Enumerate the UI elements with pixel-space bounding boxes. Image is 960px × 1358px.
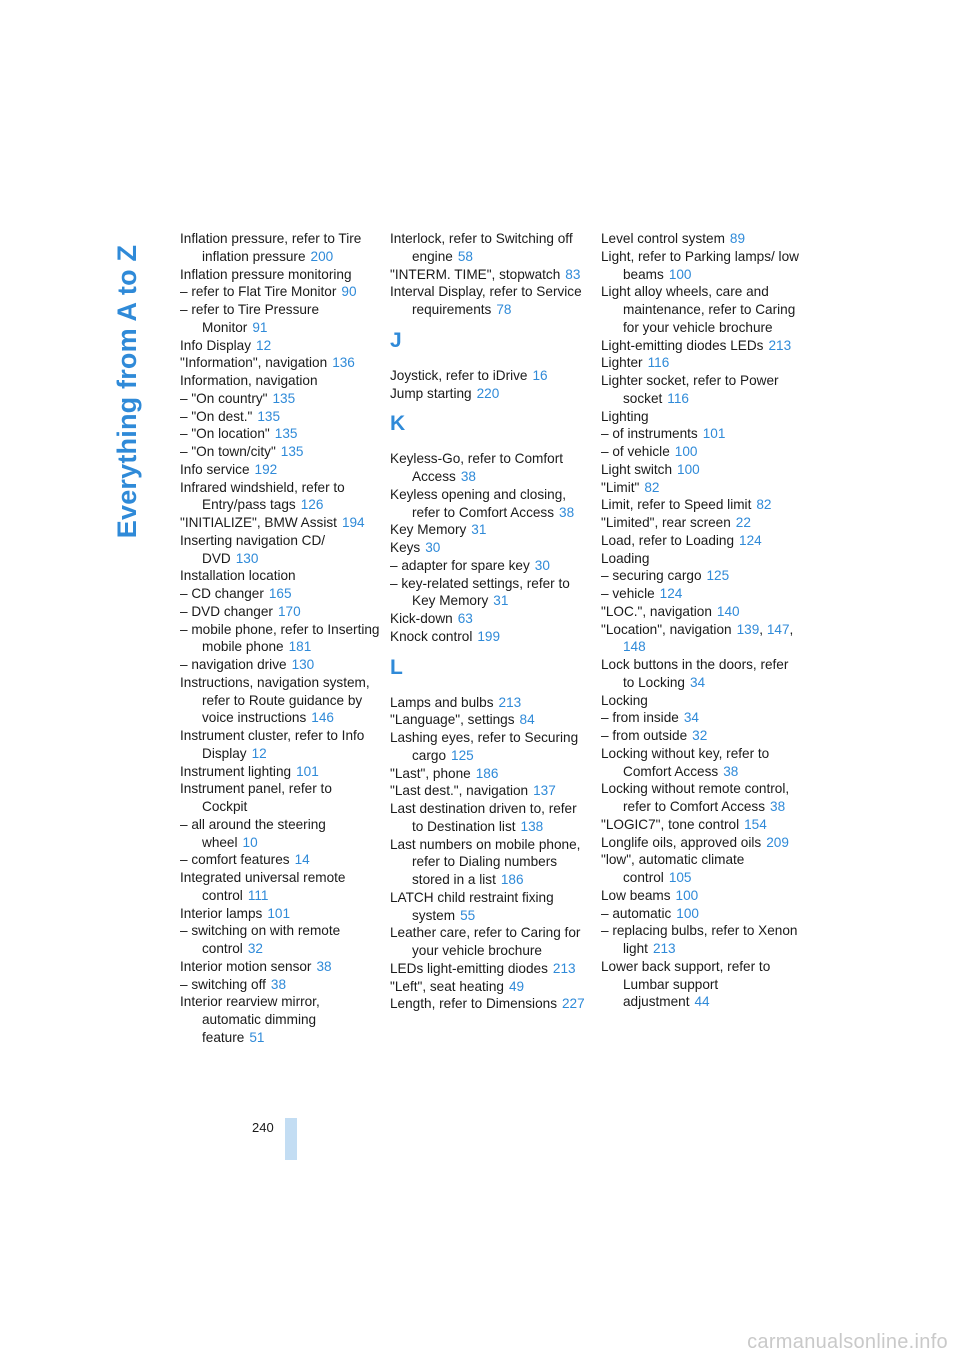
page-ref-link[interactable]: 31 <box>493 593 509 609</box>
index-entry <box>390 711 590 729</box>
index-entry-text: – from outside <box>601 728 688 743</box>
page-ref-link[interactable]: 84 <box>519 712 535 728</box>
page-ref-link[interactable]: 90 <box>341 284 357 300</box>
index-entry <box>601 905 801 923</box>
index-entry-text: "Language", settings <box>390 712 515 728</box>
index-entry-text: "Information", navigation <box>180 355 328 371</box>
index-column-1 <box>180 230 380 1047</box>
index-entry-text: Lighter socket, refer to Power socket <box>601 373 779 406</box>
page-ref-link[interactable]: 38 <box>270 976 287 992</box>
index-letter-heading: J <box>390 328 402 352</box>
index-entry <box>390 782 590 800</box>
index-entry <box>390 800 590 836</box>
index-entry-text: Light alloy wheels, care and maintenance, refer to Caring for your vehicle brochure <box>601 284 796 335</box>
index-entry <box>180 408 380 426</box>
page-ref-link[interactable]: 38 <box>316 958 332 974</box>
index-entry <box>601 887 801 905</box>
index-entry-text: "Last dest.", navigation <box>390 783 529 799</box>
index-entry-text: "Limited", rear screen <box>601 515 731 530</box>
index-entry-text: Keyless-Go, refer to Comfort Access <box>390 451 563 484</box>
page-ref-link[interactable]: 101 <box>296 763 319 779</box>
page-ref-link[interactable]: 16 <box>532 367 548 383</box>
page-ref-link[interactable]: 78 <box>496 302 512 317</box>
index-entry-text: Level control system <box>601 231 725 246</box>
page-ref-link[interactable]: 83 <box>565 266 581 282</box>
page-ref-link[interactable]: 130 <box>291 657 315 672</box>
page-ref-link[interactable]: 137 <box>533 783 556 799</box>
index-entry-text: Interior lamps <box>180 905 263 921</box>
index-entry <box>180 266 380 284</box>
index-entry <box>390 694 590 712</box>
index-entry <box>180 230 380 266</box>
index-entry <box>180 283 380 301</box>
page-ref-link[interactable]: 170 <box>277 603 301 619</box>
page-ref-link[interactable]: 51 <box>249 1029 265 1045</box>
index-entry-text: Light-emitting diodes LEDs <box>601 337 764 353</box>
index-entry <box>601 958 801 1011</box>
page-ref-link[interactable]: 135 <box>257 408 281 424</box>
index-entry <box>390 486 590 522</box>
index-entry-text: Kick-down <box>390 611 453 626</box>
index-entry <box>601 709 801 727</box>
index-entry <box>601 603 801 621</box>
index-entry <box>390 266 590 284</box>
page-ref-link[interactable]: 213 <box>498 694 522 710</box>
index-entry-text: "Limit" <box>601 479 640 495</box>
page-ref-separator: , <box>759 621 767 637</box>
page-ref-link[interactable]: 38 <box>770 799 786 814</box>
index-entry-text: – navigation drive <box>180 657 287 672</box>
index-entry-text: – switching on with remote control <box>180 923 341 956</box>
index-entry <box>180 461 380 479</box>
index-entry-text: Lower back support, refer to Lumbar support adjustment <box>601 958 771 1010</box>
index-entry <box>601 532 801 550</box>
index-entry-text: – comfort features <box>180 852 290 868</box>
index-entry-text: Instructions, navigation system, refer to Route guidance by voice instructions <box>180 674 370 726</box>
page-ref-link[interactable]: 147 <box>766 621 790 637</box>
page-ref-link[interactable]: 213 <box>768 337 792 353</box>
page-ref-link[interactable]: 139 <box>736 621 760 637</box>
index-entry <box>601 248 801 284</box>
page-ref-link[interactable]: 91 <box>252 319 268 335</box>
page-ref-link[interactable]: 125 <box>451 747 474 763</box>
index-entry <box>180 514 380 532</box>
index-entry-text: Info Display <box>180 337 252 353</box>
page-ref-link[interactable]: 12 <box>256 337 272 353</box>
index-entry-text: – of vehicle <box>601 444 670 459</box>
page-ref-link[interactable]: 124 <box>739 532 762 548</box>
index-entry-text: "Last", phone <box>390 765 471 781</box>
page-ref-link[interactable]: 34 <box>689 674 706 690</box>
index-entry <box>601 514 801 532</box>
index-entry-text: Last numbers on mobile phone, refer to Dialing numbers stored in a list <box>390 836 581 887</box>
index-column-3 <box>601 230 801 1011</box>
index-entry-text: Joystick, refer to iDrive <box>390 367 528 383</box>
index-entry <box>390 610 590 628</box>
index-entry-text: Keys <box>390 540 421 555</box>
page-ref-link[interactable]: 49 <box>508 978 525 994</box>
index-entry-text: Locking without remote control, refer to Comfort Access <box>601 781 790 814</box>
index-entry-text: "LOGIC7", tone control <box>601 816 740 832</box>
index-entry-text: Inflation pressure monitoring <box>180 266 352 282</box>
index-entry-text: Length, refer to Dimensions <box>390 996 557 1012</box>
page-number: 240 <box>252 1120 274 1135</box>
index-entry-text: Inserting navigation CD/ DVD <box>180 532 326 566</box>
index-entry-text: Keyless opening and closing, refer to Comfort Access <box>390 486 567 520</box>
page-ref-link[interactable]: 58 <box>457 248 473 264</box>
page-ref-link[interactable]: 44 <box>694 994 710 1010</box>
page-ref-link[interactable]: 55 <box>460 907 476 923</box>
index-entry <box>390 960 590 978</box>
page-number-bar <box>285 1118 297 1160</box>
index-entry <box>601 230 801 248</box>
index-entry <box>601 479 801 497</box>
index-entry <box>601 496 801 514</box>
index-entry <box>601 816 801 834</box>
index-entry-text: Key Memory <box>390 522 467 538</box>
index-entry <box>601 851 801 887</box>
index-entry-text: – "On location" <box>180 426 270 442</box>
page-ref-separator: , <box>789 621 794 637</box>
index-entry-text: Knock control <box>390 628 473 644</box>
side-title-text: Everything from A to Z <box>112 244 143 538</box>
index-entry <box>601 550 801 568</box>
page-ref-link[interactable]: 100 <box>675 887 699 903</box>
index-entry-text: Instrument cluster, refer to Info Display <box>180 728 365 761</box>
index-entry-text: Locking <box>601 692 648 708</box>
index-entry-text: – mobile phone, refer to Inserting mobile phone <box>180 621 380 655</box>
index-entry-text: Light, refer to Parking lamps/ low beams <box>601 248 799 282</box>
page-ref-link[interactable]: 126 <box>300 497 324 513</box>
index-entry-text: – switching off <box>180 976 266 992</box>
index-entry-text: Locking without key, refer to Comfort Access <box>601 745 770 779</box>
page-ref-link[interactable]: 138 <box>520 818 544 834</box>
index-letter-heading: K <box>390 412 406 436</box>
page-ref-link[interactable]: 181 <box>288 639 312 655</box>
index-entry-text: "INTERM. TIME", stopwatch <box>390 266 561 282</box>
index-entry-text: Lighter <box>601 355 643 371</box>
index-entry <box>390 385 590 403</box>
page-ref-link[interactable]: 100 <box>677 461 700 477</box>
index-entry <box>180 674 380 727</box>
index-entry <box>180 851 380 869</box>
index-entry-text: Interior motion sensor <box>180 958 312 974</box>
index-entry <box>180 390 380 408</box>
page-ref-link[interactable]: 116 <box>647 355 670 371</box>
index-entry <box>390 765 590 783</box>
page-ref-link[interactable]: 165 <box>268 586 292 601</box>
page-ref-link[interactable]: 105 <box>668 870 692 885</box>
index-entry-text: – refer to Tire Pressure Monitor <box>180 302 320 335</box>
index-entry <box>180 567 380 585</box>
index-entry <box>180 905 380 923</box>
page-ref-link[interactable]: 12 <box>251 745 267 761</box>
index-entry <box>601 354 801 372</box>
index-entry-text: Integrated universal remote control <box>180 870 346 903</box>
page-ref-link[interactable]: 34 <box>683 710 699 726</box>
index-entry <box>390 283 590 319</box>
page-ref-link[interactable]: 135 <box>274 426 298 442</box>
page-ref-link[interactable]: 89 <box>729 231 746 246</box>
index-entry <box>390 539 590 557</box>
page-ref-link[interactable]: 100 <box>676 905 699 921</box>
index-entry <box>390 924 590 960</box>
index-entry <box>390 450 590 486</box>
page-ref-link[interactable]: 100 <box>674 444 698 459</box>
index-entry-text: Leather care, refer to Caring for your vehicle brochure <box>390 925 581 958</box>
index-entry <box>601 443 801 461</box>
index-entry <box>390 995 590 1013</box>
page-ref-link[interactable]: 124 <box>659 586 683 601</box>
index-entry-text: "INITIALIZE", BMW Assist <box>180 515 337 530</box>
index-entry-text: Longlife oils, approved oils <box>601 834 762 850</box>
page-ref-link[interactable]: 38 <box>559 504 575 520</box>
index-entry-text: Infrared windshield, refer to Entry/pass tags <box>180 479 345 513</box>
index-entry <box>180 780 380 816</box>
index-entry <box>180 993 380 1046</box>
index-entry <box>390 978 590 996</box>
index-entry <box>180 301 380 337</box>
index-entry-text: "Left", seat heating <box>390 978 504 994</box>
index-entry <box>601 585 801 603</box>
page-ref-link[interactable]: 63 <box>457 611 473 626</box>
index-entry-text: "Location", navigation <box>601 621 732 637</box>
page-ref-link[interactable]: 82 <box>644 479 660 495</box>
page-ref-link[interactable]: 154 <box>744 816 767 832</box>
index-entry <box>601 745 801 781</box>
page-ref-link[interactable]: 38 <box>723 763 739 779</box>
index-entry-text: Instrument lighting <box>180 763 292 779</box>
index-entry-text: LATCH child restraint fixing system <box>390 889 554 923</box>
index-entry <box>180 976 380 994</box>
index-entry <box>180 585 380 603</box>
index-entry <box>601 372 801 408</box>
page-ref-link[interactable]: 31 <box>471 522 487 538</box>
index-entry-text: Jump starting <box>390 385 472 401</box>
page-ref-link[interactable]: 130 <box>235 550 259 566</box>
index-entry <box>390 889 590 925</box>
page-ref-link[interactable]: 140 <box>716 603 740 619</box>
page-ref-link[interactable]: 192 <box>254 461 278 477</box>
index-entry-text: Instrument panel, refer to Cockpit <box>180 781 332 814</box>
index-entry-text: Inflation pressure, refer to Tire inflation pressure <box>180 231 362 264</box>
page-ref-link[interactable]: 213 <box>552 960 576 976</box>
page-ref-link[interactable]: 220 <box>476 385 500 401</box>
index-entry <box>180 337 380 355</box>
index-entry <box>180 621 380 657</box>
index-entry <box>601 283 801 336</box>
index-entry-text: – vehicle <box>601 586 655 601</box>
index-entry <box>180 443 380 461</box>
index-entry <box>390 557 590 575</box>
index-entry <box>180 656 380 674</box>
page-ref-link[interactable]: 148 <box>623 639 646 655</box>
page-ref-link[interactable]: 82 <box>756 497 772 513</box>
page-ref-link[interactable]: 10 <box>242 834 258 850</box>
index-entry <box>601 727 801 745</box>
index-entry <box>180 372 380 390</box>
index-entry <box>390 836 590 889</box>
index-entry <box>180 479 380 515</box>
index-entry <box>180 727 380 763</box>
page-ref-link[interactable]: 200 <box>310 248 334 264</box>
index-entry-text: Lighting <box>601 408 649 424</box>
index-entry <box>180 869 380 905</box>
page-ref-link[interactable]: 125 <box>706 568 730 584</box>
index-entry <box>601 567 801 585</box>
index-entry-text: Low beams <box>601 887 671 903</box>
index-entry <box>601 425 801 443</box>
page-ref-link[interactable]: 111 <box>247 887 269 903</box>
page-ref-link[interactable]: 30 <box>534 557 550 573</box>
index-entry <box>180 354 380 372</box>
index-entry <box>390 729 590 765</box>
page-ref-link[interactable]: 136 <box>332 355 355 371</box>
index-entry <box>180 532 380 568</box>
index-entry <box>390 230 590 266</box>
index-entry <box>180 603 380 621</box>
index-entry-text: – key-related settings, refer to Key Memory <box>390 575 570 609</box>
index-column-2 <box>390 230 590 1013</box>
index-entry-text: Installation location <box>180 568 296 584</box>
index-entry <box>180 958 380 976</box>
page-ref-link[interactable]: 199 <box>477 628 501 644</box>
page-ref-link[interactable]: 116 <box>667 390 689 406</box>
index-entry-text: – "On country" <box>180 390 268 406</box>
index-entry <box>390 521 590 539</box>
index-entry-text: LEDs light-emitting diodes <box>390 960 548 976</box>
index-entry <box>390 628 590 646</box>
index-entry-text: – of instruments <box>601 426 698 442</box>
index-entry <box>601 461 801 479</box>
page-ref-link[interactable]: 194 <box>341 515 365 530</box>
index-entry-text: – refer to Flat Tire Monitor <box>180 284 337 300</box>
page-ref-link[interactable]: 38 <box>460 469 476 484</box>
index-entry <box>180 763 380 781</box>
page-ref-link[interactable]: 213 <box>652 941 676 956</box>
index-entry <box>390 367 590 385</box>
page-ref-link[interactable]: 135 <box>280 444 304 459</box>
page-ref-link[interactable]: 101 <box>267 905 291 921</box>
index-entry-text: Last destination driven to, refer to Destination list <box>390 801 577 834</box>
index-entry <box>601 408 801 426</box>
index-entry-text: – securing cargo <box>601 568 702 584</box>
index-entry-text: "low", automatic climate control <box>601 852 745 885</box>
index-entry-text: Loading <box>601 550 650 566</box>
page-ref-link[interactable]: 209 <box>766 834 789 850</box>
page-ref-link[interactable]: 146 <box>311 710 334 726</box>
index-entry-text: – CD changer <box>180 586 264 601</box>
page-ref-link[interactable]: 186 <box>500 872 524 887</box>
index-entry-text: Lashing eyes, refer to Securing cargo <box>390 730 579 763</box>
page-ref-link[interactable]: 101 <box>702 426 726 442</box>
section-side-title <box>104 230 152 552</box>
index-letter-heading: L <box>390 655 403 679</box>
index-entry <box>601 656 801 692</box>
index-entry <box>601 922 801 958</box>
page-ref-link[interactable]: 100 <box>668 266 692 282</box>
index-entry-text: Lock buttons in the doors, refer to Locking <box>601 657 789 690</box>
index-entry-text: – automatic <box>601 905 672 921</box>
index-entry <box>390 575 590 611</box>
index-entry-text: – "On town/city" <box>180 444 276 459</box>
index-entry-text: Info service <box>180 461 250 477</box>
index-entry <box>180 922 380 958</box>
index-entry-text: Lamps and bulbs <box>390 694 494 710</box>
index-entry-text: Interior rearview mirror, automatic dimming feature <box>180 994 320 1045</box>
index-entry-text: – all around the steering wheel <box>180 816 326 850</box>
index-entry <box>601 621 801 657</box>
page-ref-link[interactable]: 22 <box>735 515 751 530</box>
watermark: carmanualsonline.info <box>747 1331 948 1353</box>
index-entry-text: Load, refer to Loading <box>601 532 735 548</box>
page-ref-link[interactable]: 32 <box>247 941 263 956</box>
index-entry-text: Interlock, refer to Switching off engine <box>390 231 573 264</box>
index-entry-text: – from inside <box>601 710 679 726</box>
page-ref-link[interactable]: 14 <box>294 852 310 868</box>
index-entry <box>601 692 801 710</box>
index-entry <box>601 780 801 816</box>
index-entry-text: – "On dest." <box>180 408 253 424</box>
index-entry-text: Information, navigation <box>180 373 318 388</box>
index-entry <box>180 816 380 852</box>
index-entry-text: – DVD changer <box>180 603 273 619</box>
index-entry-text: "LOC.", navigation <box>601 603 712 619</box>
index-entry-text: Interval Display, refer to Service requirements <box>390 284 582 317</box>
index-entry-text: – replacing bulbs, refer to Xenon light <box>601 923 798 956</box>
index-entry <box>601 834 801 852</box>
page-ref-link[interactable]: 30 <box>425 540 441 555</box>
page-ref-link[interactable]: 186 <box>475 765 499 781</box>
index-entry-text: – adapter for spare key <box>390 557 530 573</box>
page-ref-link[interactable]: 32 <box>692 728 708 743</box>
index-entry <box>601 337 801 355</box>
index-entry-text: Limit, refer to Speed limit <box>601 497 752 513</box>
page-ref-link[interactable]: 227 <box>562 996 585 1012</box>
index-entry <box>180 425 380 443</box>
page-ref-link[interactable]: 135 <box>272 390 296 406</box>
index-entry-text: Light switch <box>601 461 673 477</box>
